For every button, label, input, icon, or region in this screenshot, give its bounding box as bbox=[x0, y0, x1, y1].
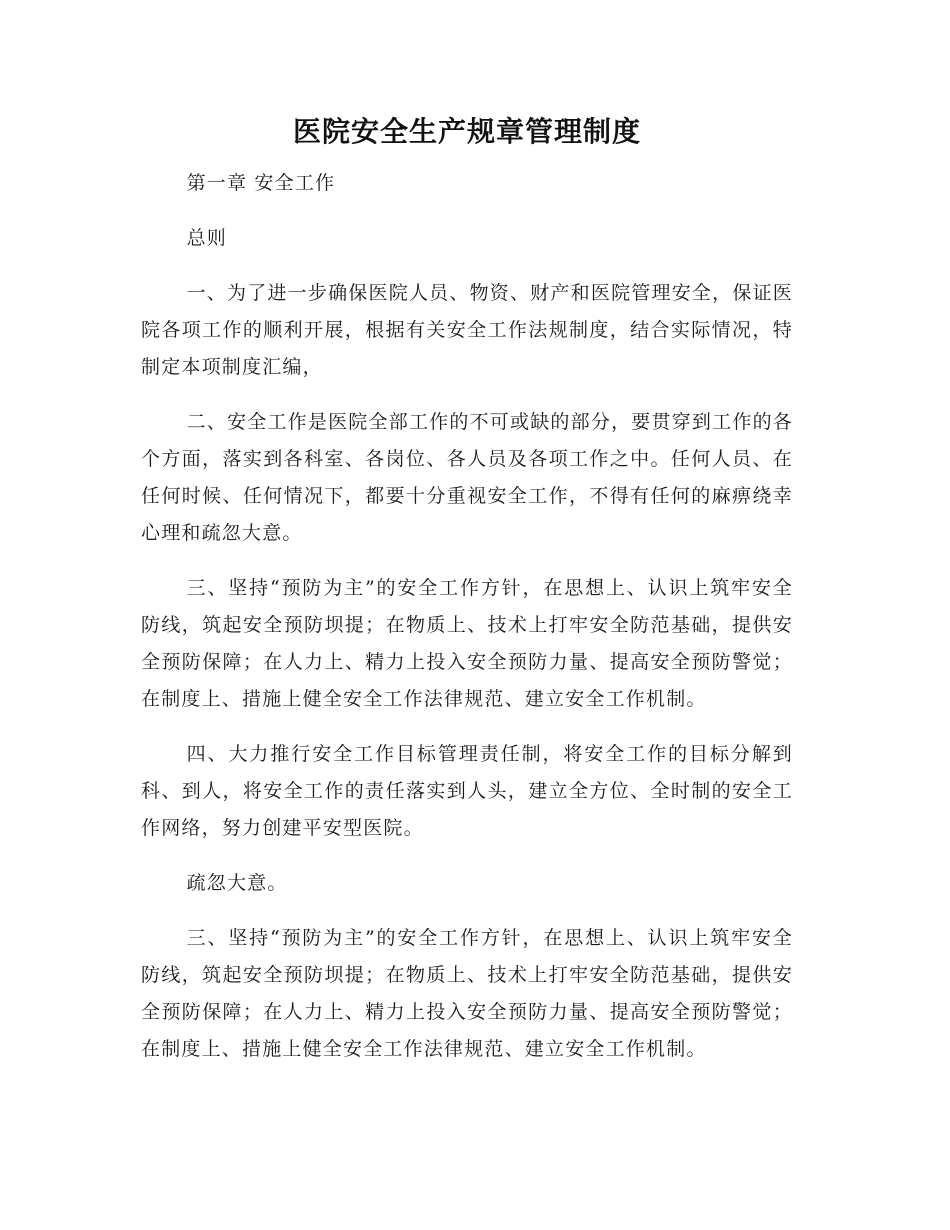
paragraph-3: 三、坚持“预防为主”的安全工作方针，在思想上、认识上筑牢安全防线，筑起安全预防坝提；在物质上、技术上打牢安全防范基础，提供安全预防保障；在人力上、精力上投入安全预防力量、提高安全预防警觉；在制度上、措施上健全安全工作法律规范、建立安全工作机制。 bbox=[141, 577, 793, 710]
paragraph-1: 一、为了进一步确保医院人员、物资、财产和医院管理安全，保证医院各项工作的顺利开展，根据有关安全工作法规制度，结合实际情况，特制定本项制度汇编， bbox=[141, 282, 793, 378]
paragraph-4: 四、大力推行安全工作目标管理责任制，将安全工作的目标分解到科、到人，将安全工作的责任落实到人头，建立全方位、全时制的安全工作网络，努力创建平安型医院。 bbox=[141, 743, 793, 839]
paragraph-2: 二、安全工作是医院全部工作的不可或缺的部分，要贯穿到工作的各个方面，落实到各科室、各岗位、各人员及各项工作之中。任何人员、在任何时候、任何情况下，都要十分重视安全工作，不得有任何的麻痹绕幸心理和疏忽大意。 bbox=[141, 411, 793, 544]
section-heading: 总则 bbox=[186, 227, 227, 249]
paragraph-6: 三、坚持“预防为主”的安全工作方针，在思想上、认识上筑牢安全防线，筑起安全预防坝提；在物质上、技术上打牢安全防范基础，提供安全预防保障；在人力上、精力上投入安全预防力量、提高安全预防警觉；在制度上、措施上健全安全工作法律规范、建立安全工作机制。 bbox=[141, 927, 793, 1060]
document-title: 医院安全生产规章管理制度 bbox=[292, 115, 641, 148]
chapter-heading: 第一章 安全工作 bbox=[186, 172, 336, 194]
paragraph-5: 疏忽大意。 bbox=[186, 872, 288, 894]
document-page bbox=[141, 108, 793, 1068]
